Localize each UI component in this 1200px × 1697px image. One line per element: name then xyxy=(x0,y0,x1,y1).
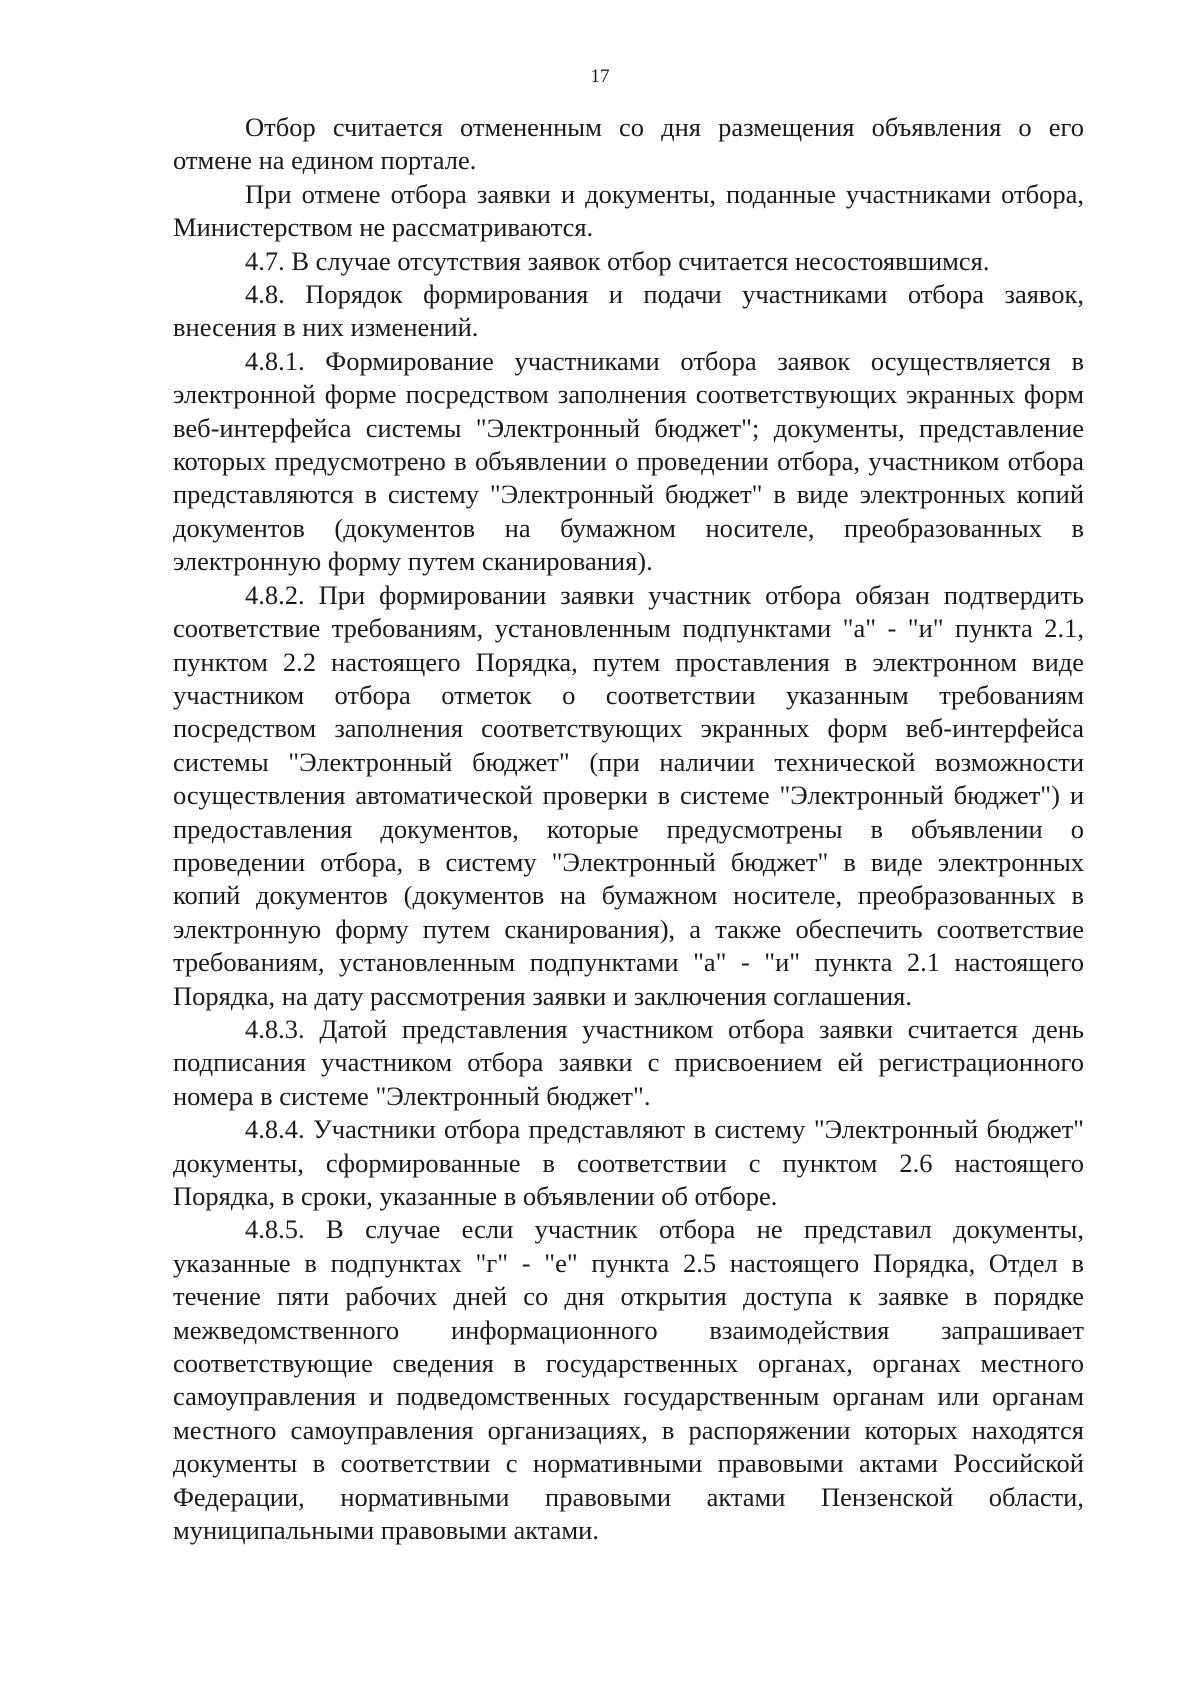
paragraph-4-8-2: 4.8.2. При формировании заявки участник отбора обязан подтвердить соответствие требованиям, установленным подпунктами "а" - "и" пункта 2.1, пунктом 2.2 настоящего Порядка, путем проставления в электронном виде участником отбора отметок о соответствии указанным требованиям посредством заполнения соответствующих экранных форм веб-интерфейса системы "Электронный бюджет" (при наличии технической возможности осуществления автоматической проверки в системе "Электронный бюджет") и предоставления документов, которые предусмотрены в объявлении о проведении отбора, в систему "Электронный бюджет" в виде электронных копий документов (документов на бумажном носителе, преобразованных в электронную форму путем сканирования), а также обеспечить соответствие требованиям, установленным подпунктами "а" - "и" пункта 2.1 настоящего Порядка, на дату рассмотрения заявки и заключения соглашения. xyxy=(173,579,1084,1011)
paragraph-4-7: 4.7. В случае отсутствия заявок отбор считается несостоявшимся. xyxy=(245,245,990,276)
document-body xyxy=(173,111,1084,1547)
paragraph-4-8: 4.8. Порядок формирования и подачи участниками отбора заявок, внесения в них изменений. xyxy=(173,279,1084,343)
paragraph-selection-cancelled: Отбор считается отмененным со дня размещения объявления о его отмене на едином портале. xyxy=(173,112,1084,176)
page-number: 17 xyxy=(590,66,610,87)
paragraph-4-8-3: 4.8.3. Датой представления участником отбора заявки считается день подписания участником отбора заявки с присвоением ей регистрационного номера в системе "Электронный бюджет". xyxy=(173,1013,1084,1111)
paragraph-cancellation-consequences: При отмене отбора заявки и документы, поданные участниками отбора, Министерством не рассматриваются. xyxy=(173,178,1084,243)
paragraph-4-8-1: 4.8.1. Формирование участниками отбора заявок осуществляется в электронной форме посредством заполнения соответствующих экранных форм веб-интерфейса системы "Электронный бюджет"; документы, представление которых предусмотрено в объявлении о проведении отбора, участником отбора представляются в систему "Электронный бюджет" в виде электронных копий документов (документов на бумажном носителе, преобразованных в электронную форму путем сканирования). xyxy=(173,345,1084,577)
paragraph-4-8-4: 4.8.4. Участники отбора представляют в систему "Электронный бюджет" документы, сформированные в соответствии с пунктом 2.6 настоящего Порядка, в сроки, указанные в объявлении об отборе. xyxy=(173,1114,1084,1211)
paragraph-4-8-5: 4.8.5. В случае если участник отбора не представил документы, указанные в подпунктах "г" - "е" пункта 2.5 настоящего Порядка, Отдел в течение пяти рабочих дней со дня открытия доступа к заявке в порядке межведомственного информационного взаимодействия запрашивает соответствующие сведения в государственных органах, органах местного самоуправления и подведомственных государственным органам или органам местного самоуправления организациях, в распоряжении которых находятся документы в соответствии с нормативными правовыми актами Российской Федерации, нормативными правовыми актами Пензенской области, муниципальными правовыми актами. xyxy=(173,1214,1084,1546)
